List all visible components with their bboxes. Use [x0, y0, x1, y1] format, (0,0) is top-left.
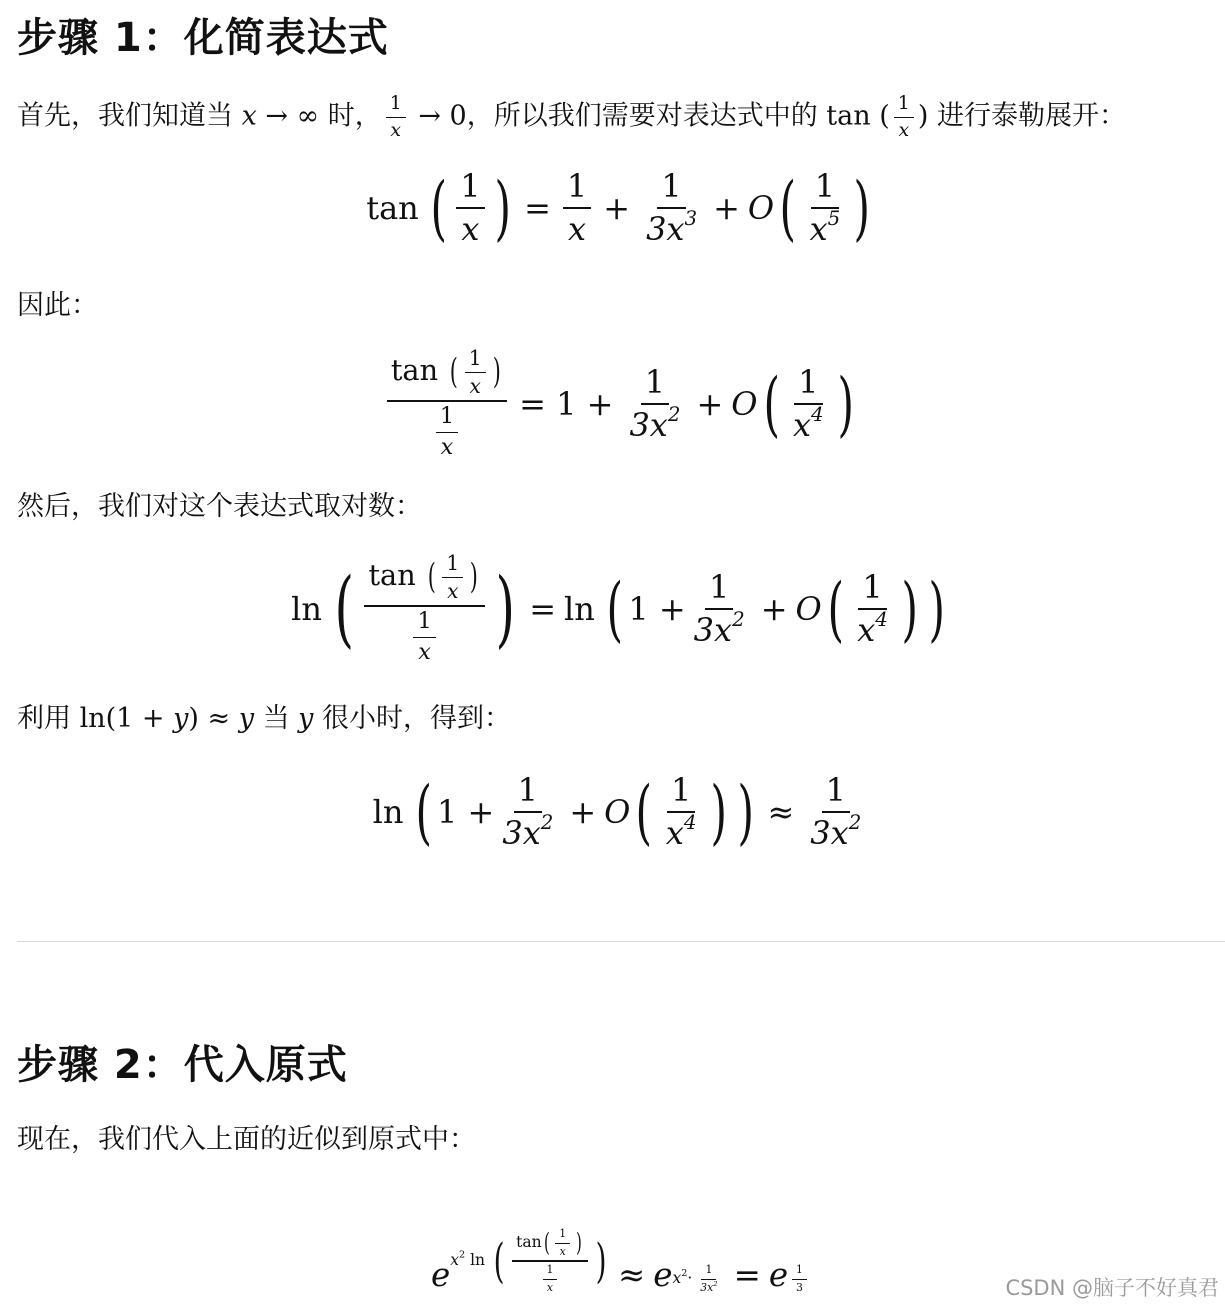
num: 1 — [465, 347, 486, 373]
num: 1 — [792, 1264, 807, 1279]
op: = 1 + — [519, 385, 614, 423]
exp: 2 — [848, 811, 862, 835]
exp: 5 — [827, 207, 841, 231]
outer-frac — [364, 552, 484, 666]
text: 利用 — [17, 703, 80, 734]
den — [642, 209, 701, 248]
math-x: x — [241, 100, 257, 132]
equation-tan-over-inv: tan ( $\frac{1}{x}$ ) $\frac{1}{x}$ = 1 + $\frac{1}{3x^2}$ + O ( $\frac{1}{x^4}$ ) — [17, 352, 1225, 456]
watermark: CSDN @脑子不好真君 — [1005, 1276, 1219, 1300]
step2-intro: 现在，我们代入上面的近似到原式中： — [17, 1124, 476, 1155]
one-plus: 1 + — [628, 590, 686, 628]
num: tan ( $\frac{1}{x}$ ) — [387, 347, 507, 402]
den — [428, 402, 466, 461]
op: = — [524, 189, 551, 227]
frac — [690, 569, 749, 649]
den: x — [559, 1244, 566, 1258]
frac — [563, 168, 591, 248]
num: 1 — [555, 1228, 570, 1243]
den: x — [440, 434, 454, 461]
den — [405, 607, 443, 666]
inner-frac — [413, 609, 435, 666]
tan: tan — [366, 189, 419, 227]
den: x — [898, 118, 910, 141]
text: 进行泰勒展开： — [928, 100, 1126, 132]
math-y: y — [298, 703, 314, 734]
den-base: 3x — [502, 814, 541, 852]
den-base: 3x — [646, 210, 685, 248]
exp: 2 — [667, 403, 681, 427]
inner-frac — [543, 1264, 558, 1294]
inner-frac — [442, 552, 463, 603]
op: + — [713, 189, 740, 227]
num: 1 — [705, 569, 733, 610]
den-base: 3x — [810, 814, 849, 852]
den-base: x — [857, 611, 876, 649]
den-base: x — [792, 406, 812, 444]
inner-frac — [465, 347, 486, 398]
frac — [625, 364, 684, 444]
den-base: 3x — [693, 611, 733, 649]
den: x — [568, 210, 587, 248]
num: 1 — [641, 364, 669, 405]
num: 1 — [386, 93, 406, 118]
num: 1 — [543, 1264, 558, 1279]
exp: 2 — [459, 1249, 466, 1261]
den: x — [461, 210, 480, 248]
den — [853, 610, 892, 649]
exp: 4 — [875, 608, 888, 632]
therefore-text: 因此： — [17, 290, 98, 321]
den: x — [418, 639, 431, 666]
text: 当 — [253, 703, 299, 734]
inline-frac — [386, 93, 406, 141]
outer-frac — [512, 1228, 588, 1294]
math: ) ≈ — [188, 703, 239, 734]
num: 1 — [413, 609, 435, 638]
num: 1 — [794, 364, 822, 405]
op: = — [529, 590, 557, 628]
x: x — [672, 1269, 682, 1288]
text: 很小时，得到： — [313, 703, 512, 734]
one-plus: 1 + — [436, 793, 495, 831]
inner-frac — [436, 404, 458, 461]
den — [806, 813, 865, 852]
num: 1 — [563, 168, 591, 209]
math-y: y — [238, 703, 254, 734]
den — [789, 405, 828, 444]
section-divider — [17, 941, 1225, 942]
big-o: O — [731, 385, 758, 423]
ln: ln — [372, 793, 404, 831]
e: e — [653, 1256, 673, 1294]
equation-log: ln ( tan ( $\frac{1}{x}$ ) $\frac{1}{x}$ ) = ln ( 1 + $\frac{1}{3x^2}$ + O ( $\frac{1}{x^4}$ ) ) — [291, 551, 946, 666]
e: e — [768, 1256, 789, 1294]
frac — [498, 772, 557, 852]
ln: ln — [470, 1251, 486, 1270]
frac — [806, 168, 845, 248]
math-tan: tan — [826, 100, 871, 132]
op: + — [696, 385, 724, 423]
num: 1 — [657, 168, 685, 209]
frac — [806, 772, 865, 852]
op: + — [603, 189, 631, 227]
tan: tan — [516, 1233, 542, 1252]
frac — [789, 364, 828, 444]
num: 1 — [667, 772, 695, 813]
e: e — [431, 1256, 451, 1294]
exp: 4 — [811, 403, 824, 427]
den-base: x — [809, 210, 828, 248]
math-arrow: → ∞ — [256, 100, 320, 132]
num: 1 — [811, 168, 839, 209]
num: 1 — [442, 552, 463, 578]
den: x — [390, 118, 402, 141]
op: ≈ — [618, 1256, 646, 1294]
equation-taylor-tan: tan ( $\frac{1}{x}$ ) = $\frac{1}{x}$ + $\frac{1}{3x^3}$ + O ( $\frac{1}{x^5}$ ) — [366, 166, 871, 249]
text: 首先，我们知道当 — [17, 100, 242, 132]
step1-heading: 步骤 1：化简表达式 — [17, 15, 389, 61]
den — [690, 610, 749, 649]
frac — [853, 569, 892, 649]
num: 1 — [514, 772, 542, 813]
math: ln(1 + — [79, 703, 174, 734]
frac — [456, 168, 484, 248]
big-o: O — [747, 189, 775, 227]
log-text: 然后，我们对这个表达式取对数： — [17, 491, 422, 522]
num: 1 — [858, 569, 886, 610]
op: ≈ — [767, 793, 795, 831]
den — [662, 813, 701, 852]
exp: 2 — [540, 811, 554, 835]
den — [625, 405, 684, 444]
frac — [696, 1264, 721, 1294]
text: ，所以我们需要对表达式中的 — [466, 100, 827, 132]
num: tan ( $\frac{1}{x}$ ) — [364, 552, 484, 607]
inner-frac — [555, 1228, 570, 1258]
num: 1 — [701, 1264, 716, 1279]
den — [806, 209, 845, 248]
big-o: O — [795, 590, 822, 628]
tan: tan — [390, 353, 439, 388]
num: 1 — [822, 772, 850, 813]
exp: 3 — [684, 207, 698, 231]
exp: 2 — [732, 608, 745, 632]
frac — [792, 1264, 807, 1294]
op: + — [569, 793, 597, 831]
den: x — [469, 374, 481, 399]
num: 1 — [894, 93, 914, 118]
exponent: $x^2$ ln ( tan( $\frac{1}{x}$ ) $\frac{1}{x}$ ) — [450, 1227, 607, 1294]
den: x — [447, 579, 459, 604]
den-base: x — [665, 814, 684, 852]
ln: ln — [564, 590, 595, 628]
num: tan( $\frac{1}{x}$ ) — [512, 1228, 588, 1262]
use-approx-text — [17, 699, 511, 739]
exponent — [672, 1264, 725, 1294]
step2-heading: 步骤 2：代入原式 — [17, 1042, 348, 1088]
big-o: O — [604, 793, 631, 831]
text: 时， — [319, 100, 382, 132]
frac — [642, 168, 701, 248]
den: x — [546, 1280, 554, 1294]
dot: · — [687, 1269, 693, 1288]
exp: 2 — [681, 1267, 688, 1279]
inline-frac — [894, 93, 914, 141]
frac — [662, 772, 701, 852]
num: 1 — [436, 404, 458, 433]
exponent — [788, 1264, 811, 1294]
den: 3 — [796, 1280, 803, 1294]
tan: tan — [368, 558, 416, 593]
den-base: 3x — [629, 406, 668, 444]
x: x — [450, 1251, 460, 1270]
den — [498, 813, 557, 852]
exp: 2 — [713, 1279, 718, 1288]
op: + — [760, 590, 788, 628]
math: → 0 — [409, 100, 467, 132]
exp: 4 — [683, 811, 697, 835]
den — [535, 1262, 566, 1294]
den-base: 3x — [700, 1280, 714, 1294]
step1-intro: 首先，我们知道当 x → ∞ 时， $\frac{1}{x}$ → 0，所以我们需要对表达式中的 tan ( $\frac{1}{x}$ ) 进行泰勒展开： — [17, 92, 1126, 141]
den — [696, 1280, 721, 1294]
op: = — [733, 1256, 761, 1294]
ln: ln — [291, 590, 323, 628]
num: 1 — [456, 168, 484, 209]
equation-log-approx: ln ( 1 + $\frac{1}{3x^2}$ + O ( $\frac{1}{x^4}$ ) ) ≈ $\frac{1}{3x^2}$ — [17, 764, 1225, 860]
math-y: y — [173, 703, 189, 734]
outer-frac — [387, 347, 507, 461]
